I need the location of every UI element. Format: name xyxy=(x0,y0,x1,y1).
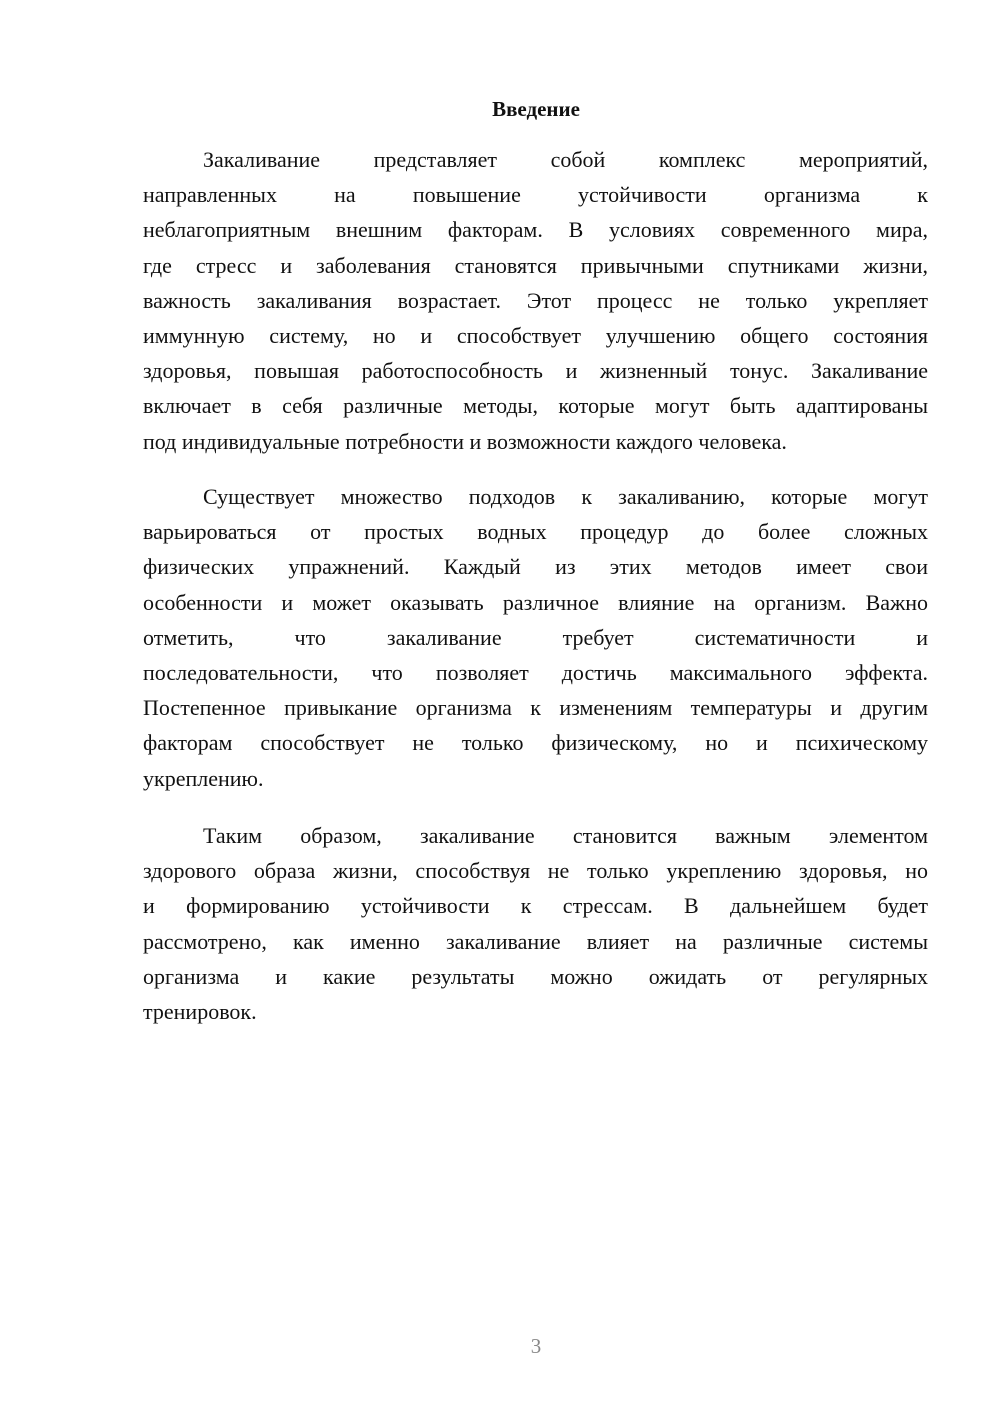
text-line: последовательности, что позволяет достичь максимального эффекта. xyxy=(143,659,928,685)
text-line: организма и какие результаты можно ожидать от регулярных xyxy=(143,963,928,989)
text-line: физических упражнений. Каждый из этих методов имеет свои xyxy=(143,554,928,580)
text-line: отметить, что закаливание требует систематичности и xyxy=(143,624,928,650)
paragraph-1 xyxy=(143,142,928,459)
paragraph-3 xyxy=(143,818,928,1029)
text-line: где стресс и заболевания становятся привычными спутниками жизни, xyxy=(143,252,928,278)
text-line: укреплению. xyxy=(143,765,264,791)
text-line: варьироваться от простых водных процедур до более сложных xyxy=(143,519,928,545)
text-line: Таким образом, закаливание становится важным элементом xyxy=(203,823,928,848)
text-line: включает в себя различные методы, которые могут быть адаптированы xyxy=(143,393,928,419)
text-line: Закаливание представляет собой комплекс мероприятий, xyxy=(203,147,928,172)
text-line: здорового образа жизни, способствуя не только укреплению здоровья, но xyxy=(143,858,928,884)
text-line: тренировок. xyxy=(143,998,257,1024)
text-line: Постепенное привыкание организма к изменениям температуры и другим xyxy=(143,695,928,721)
text-line: и формированию устойчивости к стрессам. В дальнейшем будет xyxy=(143,893,928,919)
text-line: рассмотрено, как именно закаливание влияет на различные системы xyxy=(143,928,928,954)
text-line: особенности и может оказывать различное влияние на организм. Важно xyxy=(143,589,928,615)
paragraph-2 xyxy=(143,479,928,796)
text-line: направленных на повышение устойчивости организма к xyxy=(143,182,928,208)
text-line: здоровья, повышая работоспособность и жизненный тонус. Закаливание xyxy=(143,358,928,384)
text-line: под индивидуальные потребности и возможности каждого человека. xyxy=(143,428,787,454)
text-line: важность закаливания возрастает. Этот процесс не только укрепляет xyxy=(143,287,928,313)
text-line: неблагоприятным внешним факторам. В условиях современного мира, xyxy=(143,217,928,243)
page-number: 3 xyxy=(530,1334,542,1358)
section-title: Введение xyxy=(492,97,580,121)
text-line: факторам способствует не только физическому, но и психическому xyxy=(143,730,928,756)
text-line: иммунную систему, но и способствует улучшению общего состояния xyxy=(143,322,928,348)
text-line: Существует множество подходов к закаливанию, которые могут xyxy=(203,484,928,509)
